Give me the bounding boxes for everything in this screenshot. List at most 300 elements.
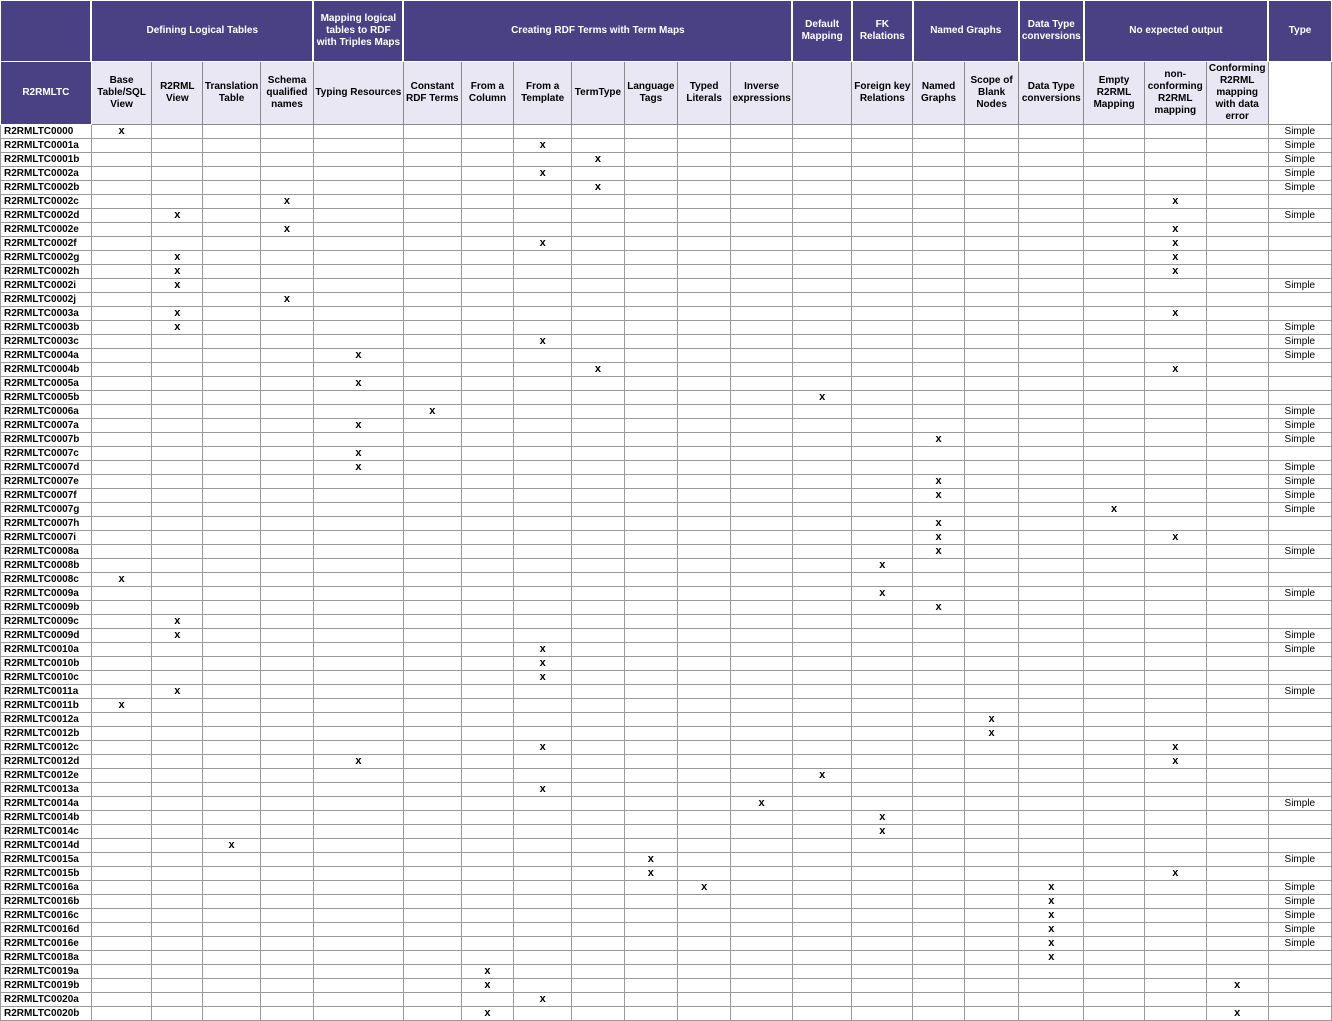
empty-cell <box>852 965 913 979</box>
type-cell <box>1268 447 1331 461</box>
empty-cell <box>913 643 965 657</box>
empty-cell <box>677 797 731 811</box>
empty-cell <box>572 951 625 965</box>
empty-cell <box>203 1007 261 1021</box>
empty-cell <box>792 405 852 419</box>
empty-cell <box>461 615 514 629</box>
empty-cell <box>152 951 203 965</box>
empty-cell <box>677 769 731 783</box>
empty-cell <box>1144 965 1206 979</box>
empty-cell <box>624 657 677 671</box>
empty-cell <box>572 797 625 811</box>
test-case-id: R2RMLTC0002g <box>1 251 92 265</box>
empty-cell <box>152 699 203 713</box>
empty-cell <box>313 573 403 587</box>
empty-cell <box>913 139 965 153</box>
empty-cell <box>624 979 677 993</box>
empty-cell <box>313 139 403 153</box>
empty-cell <box>731 461 792 475</box>
empty-cell <box>731 727 792 741</box>
column-header: Schema qualified names <box>261 62 314 125</box>
empty-cell <box>203 573 261 587</box>
empty-cell <box>572 657 625 671</box>
empty-cell <box>731 321 792 335</box>
empty-cell <box>152 601 203 615</box>
empty-cell <box>624 643 677 657</box>
empty-cell <box>1206 307 1268 321</box>
empty-cell <box>1144 937 1206 951</box>
empty-cell <box>403 125 461 139</box>
empty-cell <box>1206 237 1268 251</box>
table-row <box>1 853 1332 867</box>
type-cell <box>1268 699 1331 713</box>
empty-cell <box>313 181 403 195</box>
empty-cell <box>461 629 514 643</box>
empty-cell <box>624 405 677 419</box>
empty-cell <box>514 965 572 979</box>
feature-mark: x <box>313 377 403 391</box>
feature-mark: x <box>152 279 203 293</box>
empty-cell <box>792 783 852 797</box>
empty-cell <box>152 895 203 909</box>
feature-mark: x <box>913 517 965 531</box>
type-cell <box>1268 755 1331 769</box>
empty-cell <box>514 279 572 293</box>
empty-cell <box>1144 503 1206 517</box>
empty-cell <box>152 587 203 601</box>
empty-cell <box>792 825 852 839</box>
empty-cell <box>461 769 514 783</box>
type-cell: Simple <box>1268 909 1331 923</box>
empty-cell <box>624 671 677 685</box>
feature-mark: x <box>261 293 314 307</box>
empty-cell <box>1019 545 1084 559</box>
empty-cell <box>852 853 913 867</box>
empty-cell <box>461 727 514 741</box>
empty-cell <box>403 447 461 461</box>
empty-cell <box>1084 783 1145 797</box>
empty-cell <box>261 923 314 937</box>
table-row <box>1 545 1332 559</box>
empty-cell <box>203 755 261 769</box>
empty-cell <box>152 979 203 993</box>
empty-cell <box>91 545 152 559</box>
table-row <box>1 601 1332 615</box>
empty-cell <box>91 755 152 769</box>
empty-cell <box>1019 167 1084 181</box>
empty-cell <box>403 251 461 265</box>
feature-mark: x <box>1019 937 1084 951</box>
table-row <box>1 657 1332 671</box>
empty-cell <box>964 517 1018 531</box>
empty-cell <box>792 349 852 363</box>
empty-cell <box>203 335 261 349</box>
empty-cell <box>792 419 852 433</box>
empty-cell <box>514 839 572 853</box>
empty-cell <box>572 391 625 405</box>
empty-cell <box>1019 489 1084 503</box>
empty-cell <box>913 125 965 139</box>
empty-cell <box>731 909 792 923</box>
empty-cell <box>1019 279 1084 293</box>
empty-cell <box>403 433 461 447</box>
empty-cell <box>677 573 731 587</box>
empty-cell <box>731 489 792 503</box>
test-case-id: R2RMLTC0005b <box>1 391 92 405</box>
empty-cell <box>1084 769 1145 783</box>
empty-cell <box>1084 881 1145 895</box>
empty-cell <box>514 363 572 377</box>
table-row <box>1 783 1332 797</box>
empty-cell <box>677 685 731 699</box>
empty-cell <box>403 391 461 405</box>
empty-cell <box>677 419 731 433</box>
empty-cell <box>203 601 261 615</box>
empty-cell <box>852 657 913 671</box>
feature-mark: x <box>1144 237 1206 251</box>
empty-cell <box>313 825 403 839</box>
empty-cell <box>572 993 625 1007</box>
empty-cell <box>514 881 572 895</box>
feature-mark: x <box>152 251 203 265</box>
empty-cell <box>964 573 1018 587</box>
empty-cell <box>677 811 731 825</box>
empty-cell <box>792 433 852 447</box>
empty-cell <box>152 1007 203 1021</box>
empty-cell <box>91 993 152 1007</box>
empty-cell <box>461 475 514 489</box>
empty-cell <box>852 755 913 769</box>
empty-cell <box>152 825 203 839</box>
empty-cell <box>152 573 203 587</box>
empty-cell <box>731 279 792 293</box>
empty-cell <box>792 545 852 559</box>
empty-cell <box>403 279 461 293</box>
table-row <box>1 419 1332 433</box>
empty-cell <box>1084 335 1145 349</box>
column-header: From a Column <box>461 62 514 125</box>
empty-cell <box>1084 573 1145 587</box>
table-row <box>1 671 1332 685</box>
test-case-id: R2RMLTC0020b <box>1 1007 92 1021</box>
feature-mark: x <box>514 993 572 1007</box>
empty-cell <box>152 965 203 979</box>
empty-cell <box>261 251 314 265</box>
empty-cell <box>514 699 572 713</box>
empty-cell <box>403 503 461 517</box>
empty-cell <box>91 643 152 657</box>
empty-cell <box>792 335 852 349</box>
empty-cell <box>152 713 203 727</box>
empty-cell <box>1206 545 1268 559</box>
table-row <box>1 895 1332 909</box>
empty-cell <box>1206 699 1268 713</box>
empty-cell <box>461 713 514 727</box>
empty-cell <box>152 643 203 657</box>
empty-cell <box>572 545 625 559</box>
empty-cell <box>1206 727 1268 741</box>
table-row <box>1 755 1332 769</box>
empty-cell <box>964 181 1018 195</box>
empty-cell <box>203 965 261 979</box>
empty-cell <box>624 965 677 979</box>
empty-cell <box>624 839 677 853</box>
empty-cell <box>152 293 203 307</box>
empty-cell <box>514 517 572 531</box>
group-header: Mapping logical tables to RDF with Triples Maps <box>313 1 403 62</box>
column-header: R2RML View <box>152 62 203 125</box>
test-case-id: R2RMLTC0009c <box>1 615 92 629</box>
empty-cell <box>261 853 314 867</box>
empty-cell <box>514 223 572 237</box>
empty-cell <box>91 811 152 825</box>
empty-cell <box>152 545 203 559</box>
empty-cell <box>852 881 913 895</box>
empty-cell <box>403 475 461 489</box>
column-header <box>792 62 852 125</box>
empty-cell <box>313 391 403 405</box>
empty-cell <box>1206 741 1268 755</box>
group-header: Data Type conversions <box>1019 1 1084 62</box>
type-cell <box>1268 1007 1331 1021</box>
empty-cell <box>624 153 677 167</box>
empty-cell <box>572 573 625 587</box>
group-header: Type <box>1268 1 1331 62</box>
test-case-id: R2RMLTC0016c <box>1 909 92 923</box>
empty-cell <box>1144 839 1206 853</box>
empty-cell <box>1019 195 1084 209</box>
empty-cell <box>731 139 792 153</box>
type-cell: Simple <box>1268 419 1331 433</box>
empty-cell <box>91 741 152 755</box>
empty-cell <box>964 195 1018 209</box>
empty-cell <box>624 209 677 223</box>
empty-cell <box>203 489 261 503</box>
empty-cell <box>313 601 403 615</box>
type-cell: Simple <box>1268 433 1331 447</box>
type-cell <box>1268 979 1331 993</box>
empty-cell <box>1084 139 1145 153</box>
empty-cell <box>792 503 852 517</box>
feature-mark: x <box>313 419 403 433</box>
empty-cell <box>313 741 403 755</box>
empty-cell <box>913 1007 965 1021</box>
empty-cell <box>624 923 677 937</box>
empty-cell <box>1019 153 1084 167</box>
empty-cell <box>624 335 677 349</box>
empty-cell <box>152 139 203 153</box>
empty-cell <box>91 853 152 867</box>
empty-cell <box>91 587 152 601</box>
empty-cell <box>403 615 461 629</box>
feature-mark: x <box>964 713 1018 727</box>
empty-cell <box>572 433 625 447</box>
empty-cell <box>1084 643 1145 657</box>
type-cell: Simple <box>1268 139 1331 153</box>
empty-cell <box>203 811 261 825</box>
empty-cell <box>203 321 261 335</box>
empty-cell <box>572 419 625 433</box>
empty-cell <box>261 937 314 951</box>
empty-cell <box>1144 153 1206 167</box>
empty-cell <box>403 601 461 615</box>
column-header: Scope of Blank Nodes <box>964 62 1018 125</box>
empty-cell <box>792 755 852 769</box>
empty-cell <box>261 531 314 545</box>
type-cell <box>1268 671 1331 685</box>
empty-cell <box>313 293 403 307</box>
empty-cell <box>403 867 461 881</box>
empty-cell <box>1084 167 1145 181</box>
empty-cell <box>624 307 677 321</box>
empty-cell <box>461 167 514 181</box>
test-case-id: R2RMLTC0010b <box>1 657 92 671</box>
empty-cell <box>964 503 1018 517</box>
empty-cell <box>91 671 152 685</box>
empty-cell <box>677 461 731 475</box>
empty-cell <box>731 839 792 853</box>
empty-cell <box>624 573 677 587</box>
empty-cell <box>1144 909 1206 923</box>
empty-cell <box>572 461 625 475</box>
empty-cell <box>261 979 314 993</box>
empty-cell <box>1019 223 1084 237</box>
empty-cell <box>677 545 731 559</box>
empty-cell <box>1144 895 1206 909</box>
empty-cell <box>624 587 677 601</box>
empty-cell <box>91 965 152 979</box>
empty-cell <box>461 405 514 419</box>
empty-cell <box>731 265 792 279</box>
empty-cell <box>572 853 625 867</box>
empty-cell <box>852 377 913 391</box>
empty-cell <box>572 531 625 545</box>
empty-cell <box>572 503 625 517</box>
empty-cell <box>152 223 203 237</box>
feature-mark: x <box>913 531 965 545</box>
empty-cell <box>261 139 314 153</box>
type-cell: Simple <box>1268 545 1331 559</box>
table-row <box>1 237 1332 251</box>
empty-cell <box>964 363 1018 377</box>
empty-cell <box>572 713 625 727</box>
empty-cell <box>152 531 203 545</box>
empty-cell <box>792 853 852 867</box>
empty-cell <box>677 755 731 769</box>
empty-cell <box>152 657 203 671</box>
empty-cell <box>91 615 152 629</box>
empty-cell <box>1206 447 1268 461</box>
type-cell: Simple <box>1268 937 1331 951</box>
empty-cell <box>677 475 731 489</box>
empty-cell <box>261 615 314 629</box>
empty-cell <box>261 461 314 475</box>
feature-mark: x <box>1019 909 1084 923</box>
empty-cell <box>572 405 625 419</box>
empty-cell <box>152 937 203 951</box>
empty-cell <box>91 279 152 293</box>
empty-cell <box>913 825 965 839</box>
empty-cell <box>677 727 731 741</box>
empty-cell <box>91 209 152 223</box>
feature-mark: x <box>913 601 965 615</box>
empty-cell <box>203 867 261 881</box>
empty-cell <box>1084 293 1145 307</box>
column-header: From a Template <box>514 62 572 125</box>
empty-cell <box>313 713 403 727</box>
empty-cell <box>1206 517 1268 531</box>
empty-cell <box>677 139 731 153</box>
column-header: Base Table/SQL View <box>91 62 152 125</box>
empty-cell <box>913 685 965 699</box>
empty-cell <box>91 419 152 433</box>
test-case-id: R2RMLTC0012a <box>1 713 92 727</box>
empty-cell <box>731 895 792 909</box>
empty-cell <box>964 839 1018 853</box>
empty-cell <box>964 853 1018 867</box>
empty-cell <box>403 643 461 657</box>
empty-cell <box>203 279 261 293</box>
empty-cell <box>731 657 792 671</box>
empty-cell <box>152 447 203 461</box>
empty-cell <box>1144 825 1206 839</box>
empty-cell <box>913 783 965 797</box>
empty-cell <box>403 937 461 951</box>
empty-cell <box>152 755 203 769</box>
empty-cell <box>261 517 314 531</box>
table-row <box>1 195 1332 209</box>
empty-cell <box>203 517 261 531</box>
type-cell <box>1268 391 1331 405</box>
empty-cell <box>1206 559 1268 573</box>
empty-cell <box>1144 1007 1206 1021</box>
empty-cell <box>261 909 314 923</box>
empty-cell <box>731 783 792 797</box>
empty-cell <box>514 419 572 433</box>
empty-cell <box>572 265 625 279</box>
empty-cell <box>792 363 852 377</box>
empty-cell <box>514 587 572 601</box>
empty-cell <box>731 853 792 867</box>
empty-cell <box>403 153 461 167</box>
empty-cell <box>1084 867 1145 881</box>
empty-cell <box>731 741 792 755</box>
empty-cell <box>572 167 625 181</box>
empty-cell <box>624 433 677 447</box>
table-row <box>1 209 1332 223</box>
empty-cell <box>572 741 625 755</box>
empty-cell <box>624 279 677 293</box>
empty-cell <box>964 125 1018 139</box>
empty-cell <box>461 531 514 545</box>
empty-cell <box>964 993 1018 1007</box>
empty-cell <box>1084 825 1145 839</box>
empty-cell <box>852 531 913 545</box>
empty-cell <box>1144 685 1206 699</box>
test-case-id: R2RMLTC0002j <box>1 293 92 307</box>
empty-cell <box>572 643 625 657</box>
empty-cell <box>461 223 514 237</box>
empty-cell <box>792 699 852 713</box>
empty-cell <box>677 587 731 601</box>
feature-mark: x <box>514 237 572 251</box>
empty-cell <box>624 419 677 433</box>
empty-cell <box>91 349 152 363</box>
empty-cell <box>461 853 514 867</box>
empty-cell <box>261 545 314 559</box>
feature-mark: x <box>1144 223 1206 237</box>
empty-cell <box>313 853 403 867</box>
